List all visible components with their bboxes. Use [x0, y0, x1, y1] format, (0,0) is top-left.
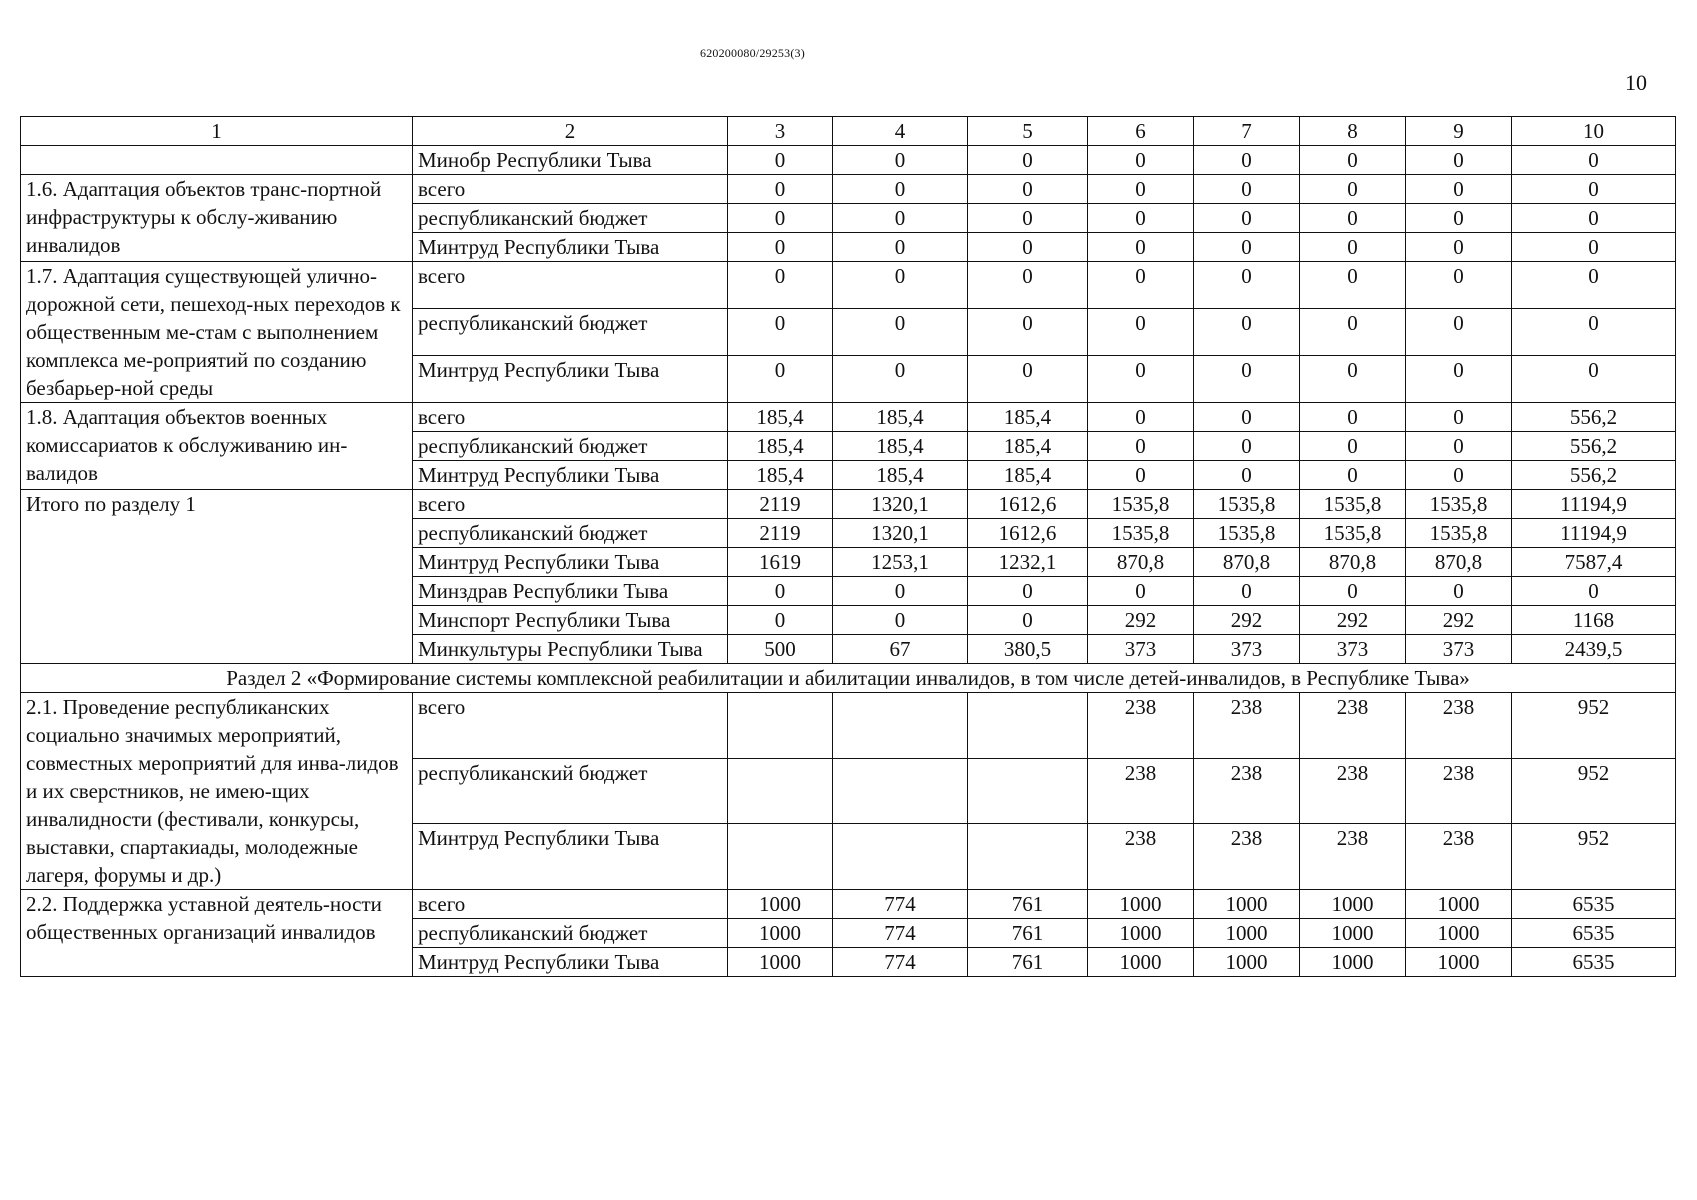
value-cell: 0 [1406, 461, 1512, 490]
value-cell: 1535,8 [1300, 519, 1406, 548]
value-cell: 1535,8 [1088, 519, 1194, 548]
funding-source: республиканский бюджет [413, 309, 728, 356]
value-cell: 0 [1088, 146, 1194, 175]
value-cell: 185,4 [728, 403, 833, 432]
value-cell: 1619 [728, 548, 833, 577]
value-cell: 0 [1406, 146, 1512, 175]
value-cell: 1535,8 [1406, 490, 1512, 519]
value-cell: 0 [728, 204, 833, 233]
page-number: 10 [1625, 70, 1647, 95]
value-cell: 0 [1088, 432, 1194, 461]
value-cell: 0 [833, 262, 968, 309]
value-cell: 1000 [1406, 890, 1512, 919]
value-cell [728, 758, 833, 824]
value-cell [728, 824, 833, 890]
value-cell: 0 [1300, 403, 1406, 432]
value-cell: 1000 [1088, 948, 1194, 977]
value-cell: 0 [968, 262, 1088, 309]
value-cell: 1000 [1300, 890, 1406, 919]
value-cell: 0 [1406, 233, 1512, 262]
value-cell: 870,8 [1194, 548, 1300, 577]
value-cell: 380,5 [968, 635, 1088, 664]
value-cell: 2119 [728, 519, 833, 548]
column-header: 1 [21, 117, 413, 146]
value-cell: 1612,6 [968, 519, 1088, 548]
value-cell: 6535 [1512, 919, 1676, 948]
value-cell: 185,4 [968, 432, 1088, 461]
value-cell: 1320,1 [833, 519, 968, 548]
funding-source: республиканский бюджет [413, 758, 728, 824]
value-cell: 0 [1194, 432, 1300, 461]
value-cell [833, 824, 968, 890]
value-cell: 238 [1194, 693, 1300, 759]
funding-source: Минтруд Республики Тыва [413, 548, 728, 577]
value-cell: 0 [1406, 262, 1512, 309]
value-cell: 1000 [728, 890, 833, 919]
value-cell: 761 [968, 919, 1088, 948]
value-cell: 0 [1088, 461, 1194, 490]
value-cell: 0 [1512, 262, 1676, 309]
value-cell: 238 [1088, 693, 1194, 759]
value-cell: 0 [968, 309, 1088, 356]
table-row [21, 403, 1676, 432]
value-cell: 0 [968, 606, 1088, 635]
value-cell: 0 [1194, 577, 1300, 606]
value-cell: 238 [1194, 824, 1300, 890]
value-cell: 1000 [1194, 890, 1300, 919]
value-cell: 0 [1088, 233, 1194, 262]
funding-source: республиканский бюджет [413, 519, 728, 548]
value-cell: 1612,6 [968, 490, 1088, 519]
value-cell: 0 [1300, 233, 1406, 262]
value-cell: 0 [1406, 175, 1512, 204]
value-cell [728, 693, 833, 759]
table-row [21, 490, 1676, 519]
value-cell: 774 [833, 948, 968, 977]
value-cell: 0 [1300, 577, 1406, 606]
row-description: 1.8. Адаптация объектов военных комиссариатов к обслуживанию ин-валидов [21, 403, 413, 490]
funding-source: Минспорт Республики Тыва [413, 606, 728, 635]
value-cell: 1168 [1512, 606, 1676, 635]
value-cell: 1535,8 [1194, 490, 1300, 519]
value-cell: 1535,8 [1194, 519, 1300, 548]
value-cell: 238 [1300, 824, 1406, 890]
value-cell: 0 [1512, 204, 1676, 233]
value-cell: 952 [1512, 693, 1676, 759]
value-cell: 870,8 [1406, 548, 1512, 577]
value-cell: 0 [1512, 175, 1676, 204]
value-cell: 0 [728, 356, 833, 403]
value-cell: 0 [1300, 204, 1406, 233]
funding-source: Минтруд Республики Тыва [413, 356, 728, 403]
value-cell: 6535 [1512, 890, 1676, 919]
budget-table [20, 116, 1676, 977]
value-cell: 0 [1088, 309, 1194, 356]
value-cell: 0 [1406, 432, 1512, 461]
value-cell: 238 [1088, 758, 1194, 824]
table-row [21, 146, 1676, 175]
value-cell: 0 [1194, 262, 1300, 309]
value-cell: 1000 [1300, 948, 1406, 977]
value-cell: 1000 [1088, 919, 1194, 948]
value-cell: 500 [728, 635, 833, 664]
value-cell: 774 [833, 919, 968, 948]
value-cell: 0 [728, 175, 833, 204]
document-code: 620200080/29253(3) [700, 46, 805, 60]
value-cell: 0 [833, 146, 968, 175]
table-row [21, 693, 1676, 759]
value-cell: 0 [728, 577, 833, 606]
column-header: 4 [833, 117, 968, 146]
column-header: 8 [1300, 117, 1406, 146]
value-cell: 0 [833, 204, 968, 233]
value-cell: 556,2 [1512, 461, 1676, 490]
value-cell: 0 [968, 233, 1088, 262]
value-cell: 774 [833, 890, 968, 919]
value-cell: 0 [1088, 175, 1194, 204]
funding-source: Минкультуры Республики Тыва [413, 635, 728, 664]
value-cell: 1320,1 [833, 490, 968, 519]
value-cell [833, 758, 968, 824]
value-cell: 0 [1300, 309, 1406, 356]
value-cell: 0 [833, 356, 968, 403]
column-header: 7 [1194, 117, 1300, 146]
funding-source: Минтруд Республики Тыва [413, 824, 728, 890]
value-cell: 0 [1194, 204, 1300, 233]
value-cell: 1000 [1194, 948, 1300, 977]
value-cell: 0 [1406, 204, 1512, 233]
value-cell: 952 [1512, 758, 1676, 824]
row-description: 2.2. Поддержка уставной деятель-ности общественных организаций инвалидов [21, 890, 413, 977]
value-cell: 0 [968, 146, 1088, 175]
value-cell: 870,8 [1300, 548, 1406, 577]
value-cell: 0 [1512, 146, 1676, 175]
value-cell: 1535,8 [1300, 490, 1406, 519]
value-cell: 373 [1088, 635, 1194, 664]
table-row [21, 262, 1676, 309]
value-cell: 0 [728, 233, 833, 262]
funding-source: Минтруд Республики Тыва [413, 233, 728, 262]
section-row [21, 664, 1676, 693]
value-cell: 1000 [1194, 919, 1300, 948]
value-cell: 0 [1194, 461, 1300, 490]
value-cell: 0 [1512, 577, 1676, 606]
value-cell: 0 [833, 309, 968, 356]
value-cell: 238 [1406, 693, 1512, 759]
value-cell: 0 [1300, 461, 1406, 490]
value-cell: 185,4 [833, 461, 968, 490]
value-cell: 1535,8 [1406, 519, 1512, 548]
header-row [21, 117, 1676, 146]
funding-source: Минтруд Республики Тыва [413, 948, 728, 977]
column-header: 2 [413, 117, 728, 146]
row-description [21, 146, 413, 175]
value-cell: 185,4 [728, 461, 833, 490]
value-cell: 373 [1194, 635, 1300, 664]
value-cell: 0 [1088, 403, 1194, 432]
value-cell: 6535 [1512, 948, 1676, 977]
value-cell: 238 [1088, 824, 1194, 890]
section-title: Раздел 2 «Формирование системы комплексной реабилитации и абилитации инвалидов, в том числе детей-инвалидов, в Республике Тыва» [21, 664, 1676, 693]
value-cell: 292 [1406, 606, 1512, 635]
column-header: 6 [1088, 117, 1194, 146]
value-cell: 0 [1406, 403, 1512, 432]
table-row [21, 175, 1676, 204]
value-cell [968, 693, 1088, 759]
value-cell: 238 [1406, 824, 1512, 890]
row-description: Итого по разделу 1 [21, 490, 413, 664]
value-cell: 556,2 [1512, 403, 1676, 432]
value-cell: 0 [1088, 262, 1194, 309]
value-cell: 0 [1194, 309, 1300, 356]
value-cell: 0 [1088, 577, 1194, 606]
value-cell: 1000 [1406, 948, 1512, 977]
value-cell: 0 [728, 309, 833, 356]
value-cell: 0 [1512, 309, 1676, 356]
value-cell: 292 [1300, 606, 1406, 635]
value-cell: 0 [1512, 233, 1676, 262]
funding-source: всего [413, 262, 728, 309]
value-cell: 0 [1300, 262, 1406, 309]
funding-source: Минобр Республики Тыва [413, 146, 728, 175]
value-cell: 373 [1300, 635, 1406, 664]
funding-source: республиканский бюджет [413, 432, 728, 461]
funding-source: всего [413, 693, 728, 759]
value-cell: 185,4 [968, 461, 1088, 490]
value-cell: 238 [1300, 758, 1406, 824]
funding-source: всего [413, 490, 728, 519]
row-description: 2.1. Проведение республиканских социально значимых мероприятий, совместных мероприятий для инва-лидов и их сверстников, не имею-щих инвалидности (фестивали, конкурсы, выставки, спартакиады, молодежные лагеря, форумы и др.) [21, 693, 413, 890]
value-cell: 185,4 [833, 432, 968, 461]
value-cell: 1232,1 [968, 548, 1088, 577]
column-header: 10 [1512, 117, 1676, 146]
value-cell: 185,4 [968, 403, 1088, 432]
value-cell: 373 [1406, 635, 1512, 664]
funding-source: Минтруд Республики Тыва [413, 461, 728, 490]
value-cell: 0 [1088, 204, 1194, 233]
value-cell: 1000 [1300, 919, 1406, 948]
value-cell: 2119 [728, 490, 833, 519]
value-cell [968, 824, 1088, 890]
value-cell: 11194,9 [1512, 490, 1676, 519]
value-cell: 0 [1194, 175, 1300, 204]
value-cell: 761 [968, 948, 1088, 977]
value-cell: 67 [833, 635, 968, 664]
value-cell: 292 [1088, 606, 1194, 635]
value-cell: 0 [1406, 309, 1512, 356]
value-cell: 185,4 [833, 403, 968, 432]
row-description: 1.6. Адаптация объектов транс-портной инфраструктуры к обслу-живанию инвалидов [21, 175, 413, 262]
value-cell: 1000 [728, 948, 833, 977]
value-cell: 0 [1512, 356, 1676, 403]
row-description: 1.7. Адаптация существующей улично-дорожной сети, пешеход-ных переходов к общественным ме-стам с выполнением комплекса ме-роприятий по созданию безбарьер-ной среды [21, 262, 413, 403]
value-cell: 0 [833, 233, 968, 262]
table-row [21, 890, 1676, 919]
column-header: 3 [728, 117, 833, 146]
funding-source: всего [413, 403, 728, 432]
value-cell: 1535,8 [1088, 490, 1194, 519]
value-cell: 0 [1406, 577, 1512, 606]
value-cell: 0 [1194, 403, 1300, 432]
value-cell: 7587,4 [1512, 548, 1676, 577]
value-cell: 952 [1512, 824, 1676, 890]
value-cell: 0 [1300, 356, 1406, 403]
value-cell: 0 [968, 577, 1088, 606]
value-cell: 0 [1300, 175, 1406, 204]
value-cell: 1000 [728, 919, 833, 948]
funding-source: всего [413, 175, 728, 204]
value-cell: 0 [728, 262, 833, 309]
value-cell: 238 [1300, 693, 1406, 759]
value-cell: 0 [1300, 432, 1406, 461]
value-cell: 0 [728, 606, 833, 635]
value-cell [833, 693, 968, 759]
value-cell: 0 [968, 204, 1088, 233]
funding-source: всего [413, 890, 728, 919]
value-cell: 0 [1194, 233, 1300, 262]
value-cell: 1253,1 [833, 548, 968, 577]
funding-source: Минздрав Республики Тыва [413, 577, 728, 606]
table-body [21, 117, 1676, 977]
value-cell [968, 758, 1088, 824]
value-cell: 556,2 [1512, 432, 1676, 461]
funding-source: республиканский бюджет [413, 204, 728, 233]
value-cell: 0 [1194, 356, 1300, 403]
value-cell: 0 [1406, 356, 1512, 403]
value-cell: 1000 [1406, 919, 1512, 948]
column-header: 9 [1406, 117, 1512, 146]
funding-source: республиканский бюджет [413, 919, 728, 948]
value-cell: 0 [1194, 146, 1300, 175]
value-cell: 0 [1300, 146, 1406, 175]
value-cell: 292 [1194, 606, 1300, 635]
value-cell: 761 [968, 890, 1088, 919]
value-cell: 11194,9 [1512, 519, 1676, 548]
value-cell: 0 [833, 606, 968, 635]
value-cell: 185,4 [728, 432, 833, 461]
column-header: 5 [968, 117, 1088, 146]
value-cell: 870,8 [1088, 548, 1194, 577]
value-cell: 0 [833, 175, 968, 204]
value-cell: 0 [1088, 356, 1194, 403]
value-cell: 238 [1406, 758, 1512, 824]
value-cell: 0 [968, 175, 1088, 204]
value-cell: 1000 [1088, 890, 1194, 919]
value-cell: 0 [968, 356, 1088, 403]
value-cell: 0 [833, 577, 968, 606]
value-cell: 238 [1194, 758, 1300, 824]
value-cell: 0 [728, 146, 833, 175]
value-cell: 2439,5 [1512, 635, 1676, 664]
